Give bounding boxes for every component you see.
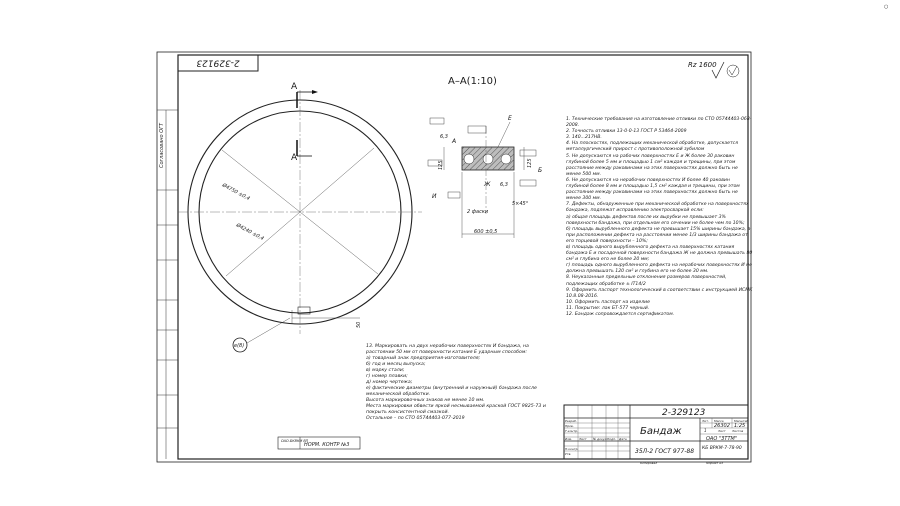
note-item: б) площадь вырубленного дефекта не превышает 15% ширины бандажа, а при расположении дефекта на расстоянии менее 1/3 ширины бандажа от его торцевой поверхности – 10%;	[566, 226, 751, 244]
tb-label-data: Дата	[619, 437, 627, 441]
cross-section	[428, 115, 542, 238]
section-letter-top: A	[291, 82, 298, 92]
tb-drawing-number: 2-329123	[662, 408, 706, 418]
tb-label-tkontr: Т.контр.	[565, 429, 579, 433]
technical-notes	[566, 117, 754, 318]
note-item: г) номер плавки;	[366, 374, 408, 379]
note-item: 13. Маркировать на двух нерабочих поверхностях И бандажа, на расстоянии 50 мм от поверхности катания Е ударным способом:	[366, 344, 529, 355]
note-item: 2. Точность отливки 13-0-0-13 ГОСТ Р 53464-2009	[566, 129, 687, 135]
dim-2-faski: 2 фаски	[467, 209, 489, 215]
section-letter-bottom: A	[291, 153, 298, 163]
note-item: 3. 140...217HB.	[566, 135, 602, 141]
tb-label-doc: № докум.	[593, 437, 608, 441]
rotated-number-box	[178, 55, 258, 71]
dim-width: 600 ±0,5	[474, 229, 498, 235]
tb-label-listov: Листов	[732, 429, 744, 433]
note-item: в) марку стали;	[366, 368, 405, 373]
dim-height-left: 125	[438, 160, 444, 170]
note-item: 11. Покрытие: лак БТ-577 черный.	[566, 305, 650, 311]
dim-6-3-a: 6,3	[440, 134, 448, 140]
dim-outer-diameter: Ø4750 ±0,4	[221, 182, 251, 203]
left-strip	[157, 110, 178, 459]
tb-label-kopiroval: Копировал	[640, 461, 658, 465]
tb-label-prov: Пров.	[565, 424, 574, 428]
note-item: 8. Неуказанные предельные отклонения размеров поверхностей, подлежащих обработке ± IT14/2	[566, 275, 727, 287]
tb-label-izm: Изм.	[565, 437, 573, 441]
note-item: 7. Дефекты, обнаруженные при механической обработке на поверхностях бандажа, подлежат исправлению электросваркой если:	[566, 202, 749, 214]
note-item: 10. Оформить паспорт на изделие	[566, 299, 650, 305]
label-a: А	[452, 138, 457, 145]
label-b: Б	[538, 167, 543, 174]
label-e: Е	[508, 115, 512, 122]
tb-standard: КБ ВРКМ-7-78-90	[702, 446, 742, 451]
bottom-left-box	[278, 437, 360, 449]
tb-sheet: 1	[704, 428, 707, 433]
note-item: 12. Бандаж сопровождается сертификатом.	[566, 312, 675, 317]
note-item: 5. Не допускаются на рабочих поверхностях Е и Ж более 30 раковин глубиной более 5 мм и площадью 1 см² каждая и трещины, при этом расстояние между раковинами на этих поверхностях должно быть не менее 500 мм.	[566, 153, 738, 177]
note-item: а) общая площадь дефектов после их вырубки не превышает 3% поверхности бандажа, при отдельном его сечении не более чем по 10%;	[566, 214, 745, 226]
left-strip-text: Согласовано ОГТ	[159, 123, 165, 168]
note-item: 1. Технические требования на изготовление отливки по СТО 05744403-068-2008.	[566, 117, 752, 129]
rotated-drawing-number: 2-329123	[196, 57, 240, 68]
dim-inner-diameter: Ø4240 ±0,4	[235, 222, 265, 243]
dim-chamfer: 5×45°	[512, 201, 529, 207]
dim-50: 50	[356, 321, 362, 328]
bottom-box-code: ОАО-БКВКМ ВП	[281, 439, 309, 443]
tb-label-masshtab: Масштаб	[734, 419, 749, 423]
note-item: 6. Не допускаются на нерабочих поверхностях И более 40 раковин глубиной более 8 мм и площадью 1,5 см² каждая и трещины, при этом расстояние между раковинами на этих поверхностях должно быть не менее 300 мм.	[566, 177, 740, 202]
note-item: б) год и месяц выпуска;	[366, 362, 426, 367]
ring-view	[178, 82, 422, 352]
marking-notes	[366, 344, 556, 422]
note-item: г) площадь одного вырубленного дефекта на нерабочих поверхностях И не должна превышать 120 см² и глубина его не более 30 мм.	[566, 263, 752, 275]
note-item: 9. Оформить паспорт технологический в соответствии с инструкцией ИСМК 10.8.08-2016.	[566, 287, 753, 299]
label-zh: Ж	[484, 181, 491, 188]
note-item: д) номер чертежа;	[366, 380, 413, 385]
tb-label-nkontr: Н.контр.	[565, 447, 579, 451]
roughness-value: Rz 1600	[688, 61, 717, 69]
note-item: Высота маркировочных знаков не менее 10 мм.	[366, 398, 485, 403]
tb-label-razrab: Разраб.	[565, 419, 577, 423]
tb-scale: 1:25	[734, 423, 746, 429]
tb-label-podp: Подп.	[607, 437, 617, 441]
note-item: е) фактические диаметры (внутренний и наружный) бандажа после механической обработки.	[366, 386, 537, 397]
note-item: Остальное – по СТО 05744403-077-2019	[366, 416, 465, 421]
section-label: A–A(1:10)	[448, 76, 497, 87]
tb-company: ОАО "ЗТТМ"	[706, 436, 738, 442]
tb-label-format: Формат А3	[706, 461, 724, 465]
note-item: а) товарный знак предприятия-изготовителя;	[366, 356, 481, 361]
dim-height-right: 125	[527, 158, 533, 168]
title-block	[564, 405, 748, 465]
note-item: 4. На плоскостях, подлежащих механической обработке, допускается металлургический прирост с противоположной зубилом	[566, 141, 738, 153]
corner-mark: ○	[884, 4, 889, 10]
tb-material: 35Л-2 ГОСТ 977-88	[635, 448, 695, 455]
note-item: Места маркировки обвести яркой несмываемой краской ГОСТ 9825-73 и покрыть консистентной смазкой.	[366, 404, 546, 415]
tb-title: Бандаж	[640, 426, 682, 437]
dim-6-3-b: 6,3	[500, 182, 508, 188]
tb-label-list2: Лист	[718, 429, 726, 433]
note-item: в) площадь одного вырубленного дефекта на поверхностях катания бандажа Е и посадочной поверхности бандажа Ж не должна превышать 80 см² и глубина его не более 20 мм;	[566, 244, 753, 263]
tb-label-list: Лист	[579, 437, 587, 441]
roughness-symbol	[688, 61, 739, 78]
callout-e: е(8)	[234, 343, 245, 349]
tb-label-lit: Лит.	[702, 419, 709, 423]
label-i: И	[432, 193, 437, 200]
tb-mass: 26302	[714, 423, 730, 429]
tb-label-utv: Утв.	[565, 452, 572, 456]
bottom-box-text: НОРМ. КОНТР №3	[304, 442, 350, 448]
tb-label-massa: Масса	[714, 419, 724, 423]
